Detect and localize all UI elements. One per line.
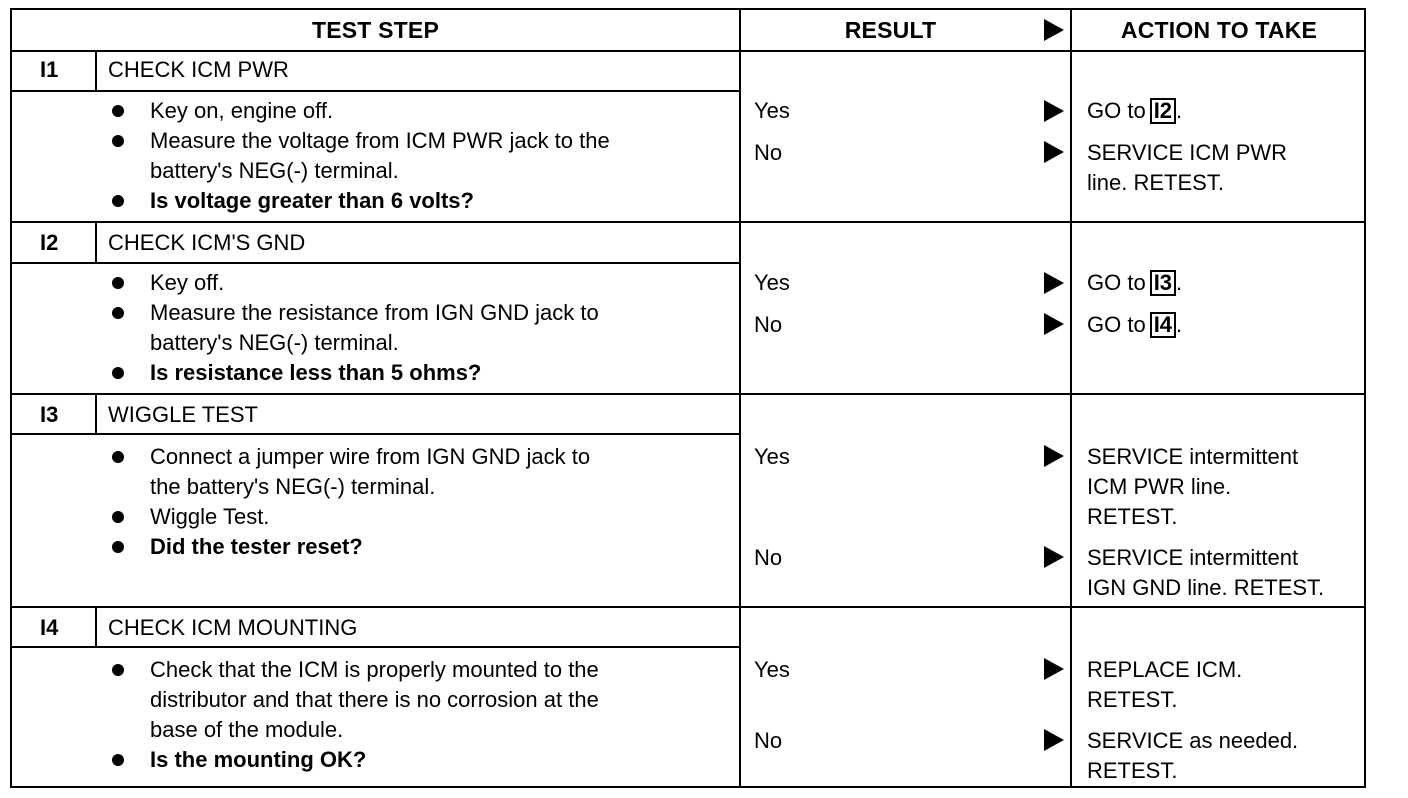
step-i3-result-yes: Yes bbox=[754, 444, 790, 469]
step-i2-bullet-1: Key off. bbox=[150, 270, 225, 295]
arrow-icon bbox=[1044, 100, 1064, 122]
arrow-icon bbox=[1044, 546, 1064, 568]
step-i2-action-yes: GO to I3 . bbox=[1087, 270, 1183, 295]
column-divider-result bbox=[739, 10, 741, 786]
title-divider-4 bbox=[12, 646, 739, 648]
id-divider-2 bbox=[95, 223, 97, 263]
arrow-icon bbox=[1044, 729, 1064, 751]
step-i1-bullet-1: Key on, engine off. bbox=[150, 98, 334, 123]
bullet-icon bbox=[112, 754, 124, 766]
step-ref-box: I4 bbox=[1150, 312, 1176, 338]
arrow-icon bbox=[1044, 658, 1064, 680]
step-i4-question: Is the mounting OK? bbox=[150, 747, 367, 772]
step-i4-action-no-line-1: SERVICE as needed. bbox=[1087, 728, 1299, 753]
header-result: RESULT bbox=[844, 16, 937, 43]
step-id-i1: I1 bbox=[40, 57, 59, 82]
step-i4-result-yes: Yes bbox=[754, 657, 790, 682]
step-title-i4: CHECK ICM MOUNTING bbox=[108, 615, 358, 640]
row-divider-1 bbox=[12, 221, 1364, 223]
step-i3-question: Did the tester reset? bbox=[150, 534, 363, 559]
header-test-step: TEST STEP bbox=[311, 16, 440, 43]
step-i3-action-no-line-2: IGN GND line. RETEST. bbox=[1087, 575, 1325, 600]
step-ref-box: I3 bbox=[1150, 270, 1176, 296]
step-title-i1: CHECK ICM PWR bbox=[108, 57, 289, 82]
step-i4-action-yes-line-1: REPLACE ICM. bbox=[1087, 657, 1243, 682]
id-divider-4 bbox=[95, 608, 97, 647]
step-i2-question: Is resistance less than 5 ohms? bbox=[150, 360, 482, 385]
header-divider bbox=[12, 50, 1364, 52]
title-divider-1 bbox=[12, 90, 739, 92]
header-arrow-icon bbox=[1044, 19, 1064, 41]
step-i2-bullet-2-line-2: battery's NEG(-) terminal. bbox=[150, 330, 399, 355]
step-i4-action-no-line-2: RETEST. bbox=[1087, 758, 1178, 783]
column-divider-action bbox=[1070, 10, 1072, 786]
arrow-icon bbox=[1044, 313, 1064, 335]
bullet-icon bbox=[112, 451, 124, 463]
step-i1-result-no: No bbox=[754, 140, 783, 165]
bullet-icon bbox=[112, 367, 124, 379]
step-i1-question: Is voltage greater than 6 volts? bbox=[150, 188, 474, 213]
step-i3-bullet-2: Wiggle Test. bbox=[150, 504, 270, 529]
step-i3-bullet-1-line-1: Connect a jumper wire from IGN GND jack to bbox=[150, 444, 591, 469]
step-i3-bullet-1-line-2: the battery's NEG(-) terminal. bbox=[150, 474, 436, 499]
diagnostic-table bbox=[10, 8, 1366, 788]
bullet-icon bbox=[112, 195, 124, 207]
bullet-icon bbox=[112, 541, 124, 553]
id-divider-3 bbox=[95, 395, 97, 434]
arrow-icon bbox=[1044, 141, 1064, 163]
arrow-icon bbox=[1044, 445, 1064, 467]
step-i1-bullet-2-line-1: Measure the voltage from ICM PWR jack to the bbox=[150, 128, 610, 153]
bullet-icon bbox=[112, 664, 124, 676]
step-id-i2: I2 bbox=[40, 230, 59, 255]
step-i3-result-no: No bbox=[754, 545, 783, 570]
step-i1-bullet-2-line-2: battery's NEG(-) terminal. bbox=[150, 158, 399, 183]
bullet-icon bbox=[112, 511, 124, 523]
title-divider-3 bbox=[12, 433, 739, 435]
step-ref-box: I2 bbox=[1150, 98, 1176, 124]
step-i3-action-no-line-1: SERVICE intermittent bbox=[1087, 545, 1299, 570]
bullet-icon bbox=[112, 105, 124, 117]
step-i1-action-yes: GO to I2 . bbox=[1087, 98, 1183, 123]
step-i2-result-yes: Yes bbox=[754, 270, 790, 295]
row-divider-2 bbox=[12, 393, 1364, 395]
arrow-icon bbox=[1044, 272, 1064, 294]
id-divider-1 bbox=[95, 50, 97, 90]
step-i4-result-no: No bbox=[754, 728, 783, 753]
header-action: ACTION TO TAKE bbox=[1120, 16, 1318, 43]
step-title-i3: WIGGLE TEST bbox=[108, 402, 258, 427]
step-i2-bullet-2-line-1: Measure the resistance from IGN GND jack to bbox=[150, 300, 599, 325]
step-id-i4: I4 bbox=[40, 615, 59, 640]
step-title-i2: CHECK ICM'S GND bbox=[108, 230, 306, 255]
step-i2-result-no: No bbox=[754, 312, 783, 337]
step-i1-result-yes: Yes bbox=[754, 98, 790, 123]
row-divider-3 bbox=[12, 606, 1364, 608]
step-i4-action-yes-line-2: RETEST. bbox=[1087, 687, 1178, 712]
bullet-icon bbox=[112, 135, 124, 147]
title-divider-2 bbox=[12, 262, 739, 264]
step-i4-bullet-1-line-2: distributor and that there is no corrosion at the bbox=[150, 687, 599, 712]
bullet-icon bbox=[112, 277, 124, 289]
step-i1-action-no-line-2: line. RETEST. bbox=[1087, 170, 1224, 195]
step-i3-action-yes-line-2: ICM PWR line. bbox=[1087, 474, 1232, 499]
step-id-i3: I3 bbox=[40, 402, 59, 427]
bullet-icon bbox=[112, 307, 124, 319]
step-i3-action-yes-line-3: RETEST. bbox=[1087, 504, 1178, 529]
step-i2-action-no: GO to I4 . bbox=[1087, 312, 1183, 337]
step-i3-action-yes-line-1: SERVICE intermittent bbox=[1087, 444, 1299, 469]
step-i4-bullet-1-line-3: base of the module. bbox=[150, 717, 344, 742]
step-i1-action-no-line-1: SERVICE ICM PWR bbox=[1087, 140, 1288, 165]
step-i4-bullet-1-line-1: Check that the ICM is properly mounted to the bbox=[150, 657, 599, 682]
